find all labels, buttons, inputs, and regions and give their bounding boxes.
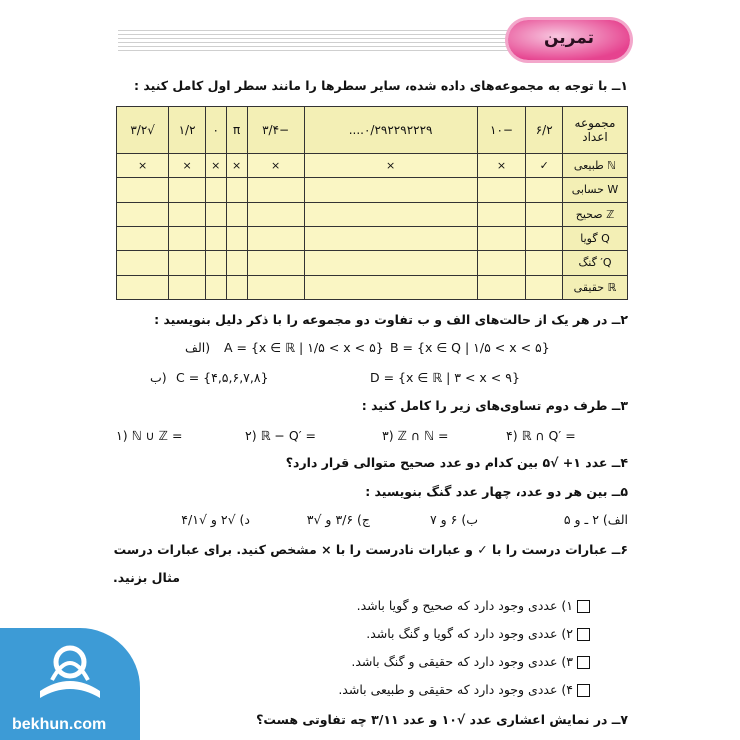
question-6-cont: مثال بزنید. xyxy=(113,570,180,585)
q2-b-label: ب) xyxy=(150,370,167,385)
table-cell[interactable] xyxy=(205,178,226,202)
table-col-header: −۳/۴ xyxy=(247,107,304,154)
q6-checkbox[interactable] xyxy=(577,684,590,697)
q6-statement xyxy=(357,598,590,613)
table-cell[interactable] xyxy=(117,178,169,202)
q2-a-left: A = {x ∈ ℝ | ۱/۵ < x < ۵} xyxy=(224,340,384,355)
number-sets-table xyxy=(116,106,628,300)
q2-b-left: C = {۴,۵,۶,۷,۸} xyxy=(176,370,269,385)
q6-checkbox[interactable] xyxy=(577,656,590,669)
table-cell[interactable] xyxy=(247,251,304,275)
table-col-header: ۱/۲ xyxy=(169,107,206,154)
table-cell[interactable] xyxy=(117,202,169,226)
table-cell[interactable] xyxy=(526,202,563,226)
row-label: W حسابی xyxy=(563,178,628,202)
table-cell[interactable] xyxy=(169,251,206,275)
table-cell[interactable] xyxy=(477,251,526,275)
table-cell[interactable] xyxy=(304,226,477,250)
table-cell[interactable] xyxy=(226,226,247,250)
question-5: ۵ــ بین هر دو عدد، چهار عدد گنگ بنویسید : xyxy=(365,484,628,499)
table-cell[interactable] xyxy=(205,251,226,275)
q3-item: ۲) ℝ − Q′ = xyxy=(245,428,317,443)
q5-item: د) √۲ و √۴/۱ xyxy=(181,512,250,527)
table-cell[interactable] xyxy=(205,202,226,226)
question-7: ۷ــ در نمایش اعشاری عدد √۱۰ و عدد ۳/۱۱ چه تفاوتی هست؟ xyxy=(256,712,628,727)
table-cell[interactable]: × xyxy=(205,154,226,178)
table-cell[interactable]: ✓ xyxy=(526,154,563,178)
table-col-header: √۳/۲ xyxy=(117,107,169,154)
q2-a-right: B = {x ∈ Q | ۱/۵ < x < ۵} xyxy=(390,340,550,355)
table-cell[interactable] xyxy=(477,202,526,226)
q5-item: الف) ۲ ـ و ۵ xyxy=(563,512,628,527)
question-3: ۳ــ طرف دوم تساوی‌های زیر را کامل کنید : xyxy=(361,398,628,413)
q2-a-label: الف) xyxy=(185,340,211,355)
table-cell[interactable] xyxy=(304,251,477,275)
table-cell[interactable] xyxy=(304,178,477,202)
table-cell[interactable] xyxy=(247,202,304,226)
table-cell[interactable] xyxy=(477,226,526,250)
question-4: ۴ــ عدد ۱+ √۵ بین کدام دو عدد صحیح متوالی قرار دارد؟ xyxy=(285,455,628,470)
exercise-badge-label: تمرین xyxy=(543,28,595,48)
table-cell[interactable] xyxy=(169,226,206,250)
table-cell[interactable] xyxy=(526,178,563,202)
book-icon xyxy=(30,636,110,716)
table-cell[interactable] xyxy=(226,202,247,226)
table-col-header: ۶/۲ xyxy=(526,107,563,154)
row-label: Q گویا xyxy=(563,226,628,250)
table-cell[interactable] xyxy=(117,275,169,299)
q6-statement xyxy=(366,626,590,641)
table-cell[interactable] xyxy=(169,275,206,299)
table-cell[interactable] xyxy=(205,275,226,299)
table-row xyxy=(117,251,628,275)
row-label: Q′ گنگ xyxy=(563,251,628,275)
q3-item: ۴) ℝ ∩ Q′ = xyxy=(506,428,576,443)
question-1: ۱ــ با توجه به مجموعه‌های داده شده، سایر سطرها را مانند سطر اول کامل کنید : xyxy=(134,78,628,93)
table-cell[interactable] xyxy=(247,226,304,250)
table-cell[interactable] xyxy=(169,202,206,226)
table-row xyxy=(117,275,628,299)
table-cell[interactable]: × xyxy=(304,154,477,178)
table-cell[interactable] xyxy=(526,251,563,275)
q6-statement xyxy=(351,654,590,669)
table-row xyxy=(117,154,628,178)
q3-item: ۱) ℕ ∪ ℤ = xyxy=(116,428,183,443)
table-cell[interactable]: × xyxy=(477,154,526,178)
q5-item: ب) ۶ و ۷ xyxy=(429,512,478,527)
q6-checkbox[interactable] xyxy=(577,628,590,641)
table-row xyxy=(117,226,628,250)
row-label: ℤ صحیح xyxy=(563,202,628,226)
table-row xyxy=(117,202,628,226)
q6-statement-text: ۴) عددی وجود دارد که حقیقی و طبیعی باشد. xyxy=(338,682,573,697)
table-cell[interactable] xyxy=(247,178,304,202)
row-label: ℕ طبیعی xyxy=(563,154,628,178)
table-row xyxy=(117,178,628,202)
q2-b-right: D = {x ∈ ℝ | ۳ < x < ۹} xyxy=(370,370,520,385)
exercise-badge xyxy=(508,20,630,60)
q6-checkbox[interactable] xyxy=(577,600,590,613)
table-cell[interactable] xyxy=(226,275,247,299)
q6-statement-text: ۳) عددی وجود دارد که حقیقی و گنگ باشد. xyxy=(351,654,573,669)
table-cell[interactable]: × xyxy=(117,154,169,178)
table-cell[interactable] xyxy=(477,178,526,202)
table-col-header: π xyxy=(226,107,247,154)
q5-item: ج) ۳/۶ و √۳ xyxy=(306,512,370,527)
table-cell[interactable] xyxy=(169,178,206,202)
table-cell[interactable] xyxy=(117,251,169,275)
table-header-row xyxy=(117,107,628,154)
q6-statement-text: ۲) عددی وجود دارد که گویا و گنگ باشد. xyxy=(366,626,573,641)
table-col-header: ۰/۲۹۲۲۹۲۲۲۹.... xyxy=(304,107,477,154)
q3-item: ۳) ℤ ∩ ℕ = xyxy=(382,428,449,443)
header-stripes xyxy=(118,30,538,52)
table-cell[interactable] xyxy=(226,178,247,202)
table-cell[interactable] xyxy=(247,275,304,299)
table-cell[interactable] xyxy=(526,275,563,299)
row-label: ℝ حقیقی xyxy=(563,275,628,299)
q6-statement xyxy=(338,682,590,697)
table-cell[interactable] xyxy=(205,226,226,250)
table-cell[interactable] xyxy=(117,226,169,250)
q6-statement-text: ۱) عددی وجود دارد که صحیح و گویا باشد. xyxy=(356,598,573,613)
table-cell[interactable] xyxy=(304,202,477,226)
table-cell[interactable]: × xyxy=(169,154,206,178)
question-2: ۲ــ در هر یک از حالت‌های الف و ب تفاوت دو مجموعه را با ذکر دلیل بنویسید : xyxy=(154,312,628,327)
table-cell[interactable]: × xyxy=(247,154,304,178)
logo-text: bekhun.com xyxy=(12,716,107,733)
table-cell[interactable] xyxy=(477,275,526,299)
table-cell[interactable] xyxy=(304,275,477,299)
table-corner-label: مجموعه اعداد xyxy=(563,107,628,154)
question-6: ۶ــ عبارات درست را با ✓ و عبارات نادرست را با × مشخص کنید. برای عبارات درست xyxy=(113,542,628,557)
bekhun-logo xyxy=(0,628,140,740)
table-cell[interactable] xyxy=(526,226,563,250)
table-col-header: −۱۰ xyxy=(477,107,526,154)
table-col-header: ۰ xyxy=(205,107,226,154)
table-cell[interactable] xyxy=(226,251,247,275)
table-cell[interactable]: × xyxy=(226,154,247,178)
